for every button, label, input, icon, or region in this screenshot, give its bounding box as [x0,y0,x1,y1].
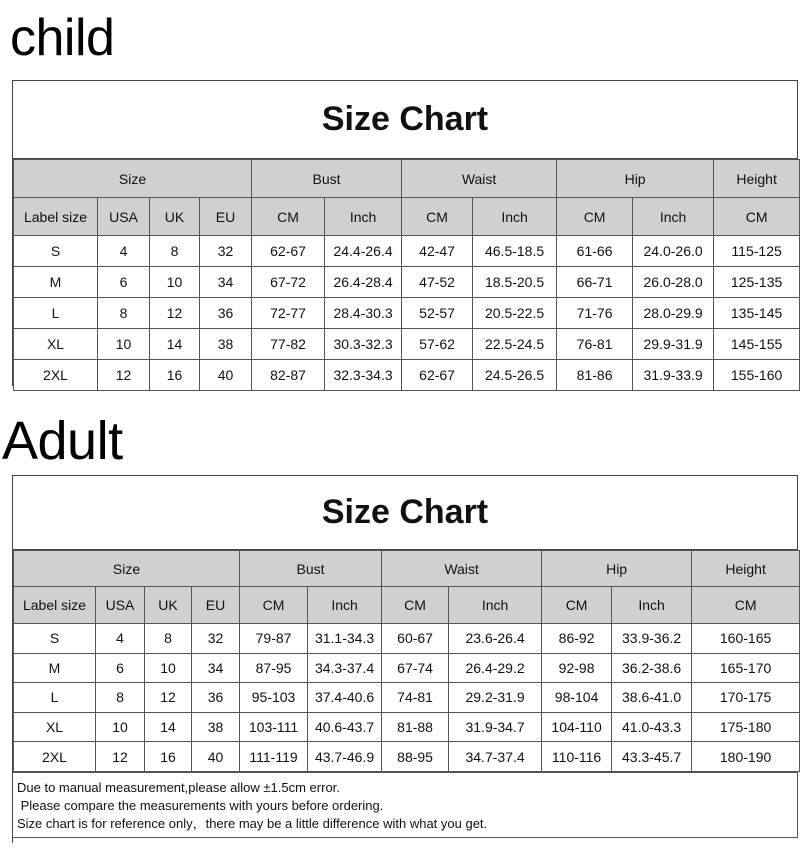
table-cell: 88-95 [382,742,449,772]
table-cell: 170-175 [692,683,800,713]
table-cell: 8 [96,683,145,713]
table-cell: 47-52 [402,267,473,298]
table-cell: 103-111 [240,712,308,742]
group-header-height: Height [714,160,800,198]
table-cell: 32 [192,624,240,654]
table-cell: 62-67 [252,236,325,267]
table-cell: 31.1-34.3 [308,624,382,654]
table-cell: 20.5-22.5 [473,298,557,329]
child-size-chart [12,80,798,386]
table-cell: 67-74 [382,653,449,683]
subheader-height-cm: CM [692,587,800,624]
table-cell: L [14,298,98,329]
child-group-header-row [14,160,800,198]
table-cell: 79-87 [240,624,308,654]
group-header-bust: Bust [240,551,382,587]
table-cell: 8 [98,298,150,329]
subheader-usa: USA [98,198,150,236]
child-table-body [14,236,800,391]
group-header-size: Size [14,551,240,587]
table-row [14,624,800,654]
table-cell: 6 [96,653,145,683]
group-header-hip: Hip [557,160,714,198]
table-cell: 95-103 [240,683,308,713]
table-cell: 14 [150,329,200,360]
subheader-hip-inch: Inch [612,587,692,624]
group-header-bust: Bust [252,160,402,198]
adult-size-table [13,550,800,772]
table-cell: 16 [145,742,192,772]
adult-section-label: Adult [2,411,123,471]
table-cell: 28.0-29.9 [633,298,714,329]
table-cell: 74-81 [382,683,449,713]
subheader-uk: UK [145,587,192,624]
table-cell: 125-135 [714,267,800,298]
table-cell: 12 [150,298,200,329]
table-cell: 32 [200,236,252,267]
subheader-waist-cm: CM [382,587,449,624]
table-cell: 12 [145,683,192,713]
table-cell: 60-67 [382,624,449,654]
table-cell: 12 [96,742,145,772]
table-cell: S [14,624,96,654]
adult-table-body [14,624,800,772]
table-cell: M [14,653,96,683]
table-cell: M [14,267,98,298]
adult-chart-title: Size Chart [13,476,798,550]
child-chart-title: Size Chart [13,81,798,159]
subheader-label-size: Label size [14,198,98,236]
table-cell: 24.5-26.5 [473,360,557,391]
table-cell: XL [14,329,98,360]
subheader-height-cm: CM [714,198,800,236]
table-cell: 26.0-28.0 [633,267,714,298]
table-cell: 115-125 [714,236,800,267]
subheader-waist-inch: Inch [449,587,542,624]
table-cell: XL [14,712,96,742]
table-cell: 38 [192,712,240,742]
table-cell: S [14,236,98,267]
table-cell: 26.4-29.2 [449,653,542,683]
table-row [14,653,800,683]
table-cell: 87-95 [240,653,308,683]
table-cell: 24.0-26.0 [633,236,714,267]
table-cell: 36.2-38.6 [612,653,692,683]
table-cell: 81-88 [382,712,449,742]
table-cell: 37.4-40.6 [308,683,382,713]
table-cell: 10 [96,712,145,742]
table-cell: 104-110 [542,712,612,742]
table-cell: 38 [200,329,252,360]
measurement-note [13,772,798,838]
child-size-table [13,159,800,391]
table-cell: 26.4-28.4 [325,267,402,298]
group-header-height: Height [692,551,800,587]
table-cell: 33.9-36.2 [612,624,692,654]
adult-subheader-row [14,587,800,624]
group-header-hip: Hip [542,551,692,587]
subheader-hip-cm: CM [557,198,633,236]
table-cell: 165-170 [692,653,800,683]
adult-group-header-row [14,551,800,587]
table-cell: 71-76 [557,298,633,329]
table-cell: 10 [145,653,192,683]
table-row [14,267,800,298]
table-cell: 86-92 [542,624,612,654]
table-cell: L [14,683,96,713]
note-line: Due to manual measurement,please allow ±1.5cm error. [17,779,340,795]
table-cell: 34 [200,267,252,298]
child-subheader-row [14,198,800,236]
table-cell: 57-62 [402,329,473,360]
table-row [14,236,800,267]
subheader-bust-inch: Inch [325,198,402,236]
table-cell: 2XL [14,360,98,391]
table-cell: 46.5-18.5 [473,236,557,267]
table-cell: 34 [192,653,240,683]
table-cell: 31.9-34.7 [449,712,542,742]
table-cell: 22.5-24.5 [473,329,557,360]
table-cell: 23.6-26.4 [449,624,542,654]
note-line: Size chart is for reference only，there may be a little difference with what you get. [17,815,488,831]
subheader-eu: EU [200,198,252,236]
table-cell: 36 [192,683,240,713]
table-cell: 2XL [14,742,96,772]
table-cell: 180-190 [692,742,800,772]
subheader-usa: USA [96,587,145,624]
table-cell: 10 [150,267,200,298]
table-cell: 42-47 [402,236,473,267]
table-cell: 40 [192,742,240,772]
subheader-bust-inch: Inch [308,587,382,624]
table-cell: 155-160 [714,360,800,391]
table-cell: 10 [98,329,150,360]
table-row [14,329,800,360]
subheader-uk: UK [150,198,200,236]
table-cell: 29.9-31.9 [633,329,714,360]
table-cell: 41.0-43.3 [612,712,692,742]
table-cell: 14 [145,712,192,742]
table-cell: 4 [96,624,145,654]
table-cell: 40 [200,360,252,391]
table-cell: 62-67 [402,360,473,391]
table-cell: 18.5-20.5 [473,267,557,298]
table-row [14,298,800,329]
table-cell: 38.6-41.0 [612,683,692,713]
table-row [14,712,800,742]
table-cell: 61-66 [557,236,633,267]
table-cell: 111-119 [240,742,308,772]
group-header-size: Size [14,160,252,198]
table-cell: 34.7-37.4 [449,742,542,772]
table-cell: 8 [145,624,192,654]
table-cell: 8 [150,236,200,267]
table-cell: 16 [150,360,200,391]
table-row [14,742,800,772]
table-cell: 43.7-46.9 [308,742,382,772]
table-cell: 29.2-31.9 [449,683,542,713]
table-cell: 67-72 [252,267,325,298]
table-cell: 66-71 [557,267,633,298]
group-header-waist: Waist [382,551,542,587]
table-cell: 28.4-30.3 [325,298,402,329]
group-header-waist: Waist [402,160,557,198]
table-cell: 12 [98,360,150,391]
table-cell: 52-57 [402,298,473,329]
table-cell: 82-87 [252,360,325,391]
table-cell: 40.6-43.7 [308,712,382,742]
table-cell: 36 [200,298,252,329]
table-cell: 4 [98,236,150,267]
subheader-bust-cm: CM [240,587,308,624]
table-cell: 72-77 [252,298,325,329]
subheader-waist-cm: CM [402,198,473,236]
table-row [14,360,800,391]
child-section-label: child [10,9,115,67]
table-cell: 31.9-33.9 [633,360,714,391]
note-line: Please compare the measurements with yours before ordering. [17,797,384,813]
subheader-hip-inch: Inch [633,198,714,236]
table-cell: 175-180 [692,712,800,742]
table-cell: 92-98 [542,653,612,683]
table-cell: 160-165 [692,624,800,654]
table-cell: 6 [98,267,150,298]
table-cell: 32.3-34.3 [325,360,402,391]
table-cell: 30.3-32.3 [325,329,402,360]
table-cell: 135-145 [714,298,800,329]
table-cell: 34.3-37.4 [308,653,382,683]
subheader-waist-inch: Inch [473,198,557,236]
subheader-eu: EU [192,587,240,624]
adult-size-chart [12,475,798,843]
table-cell: 98-104 [542,683,612,713]
table-cell: 110-116 [542,742,612,772]
table-cell: 76-81 [557,329,633,360]
table-cell: 81-86 [557,360,633,391]
subheader-hip-cm: CM [542,587,612,624]
table-cell: 77-82 [252,329,325,360]
table-row [14,683,800,713]
subheader-bust-cm: CM [252,198,325,236]
table-cell: 24.4-26.4 [325,236,402,267]
subheader-label-size: Label size [14,587,96,624]
table-cell: 145-155 [714,329,800,360]
table-cell: 43.3-45.7 [612,742,692,772]
